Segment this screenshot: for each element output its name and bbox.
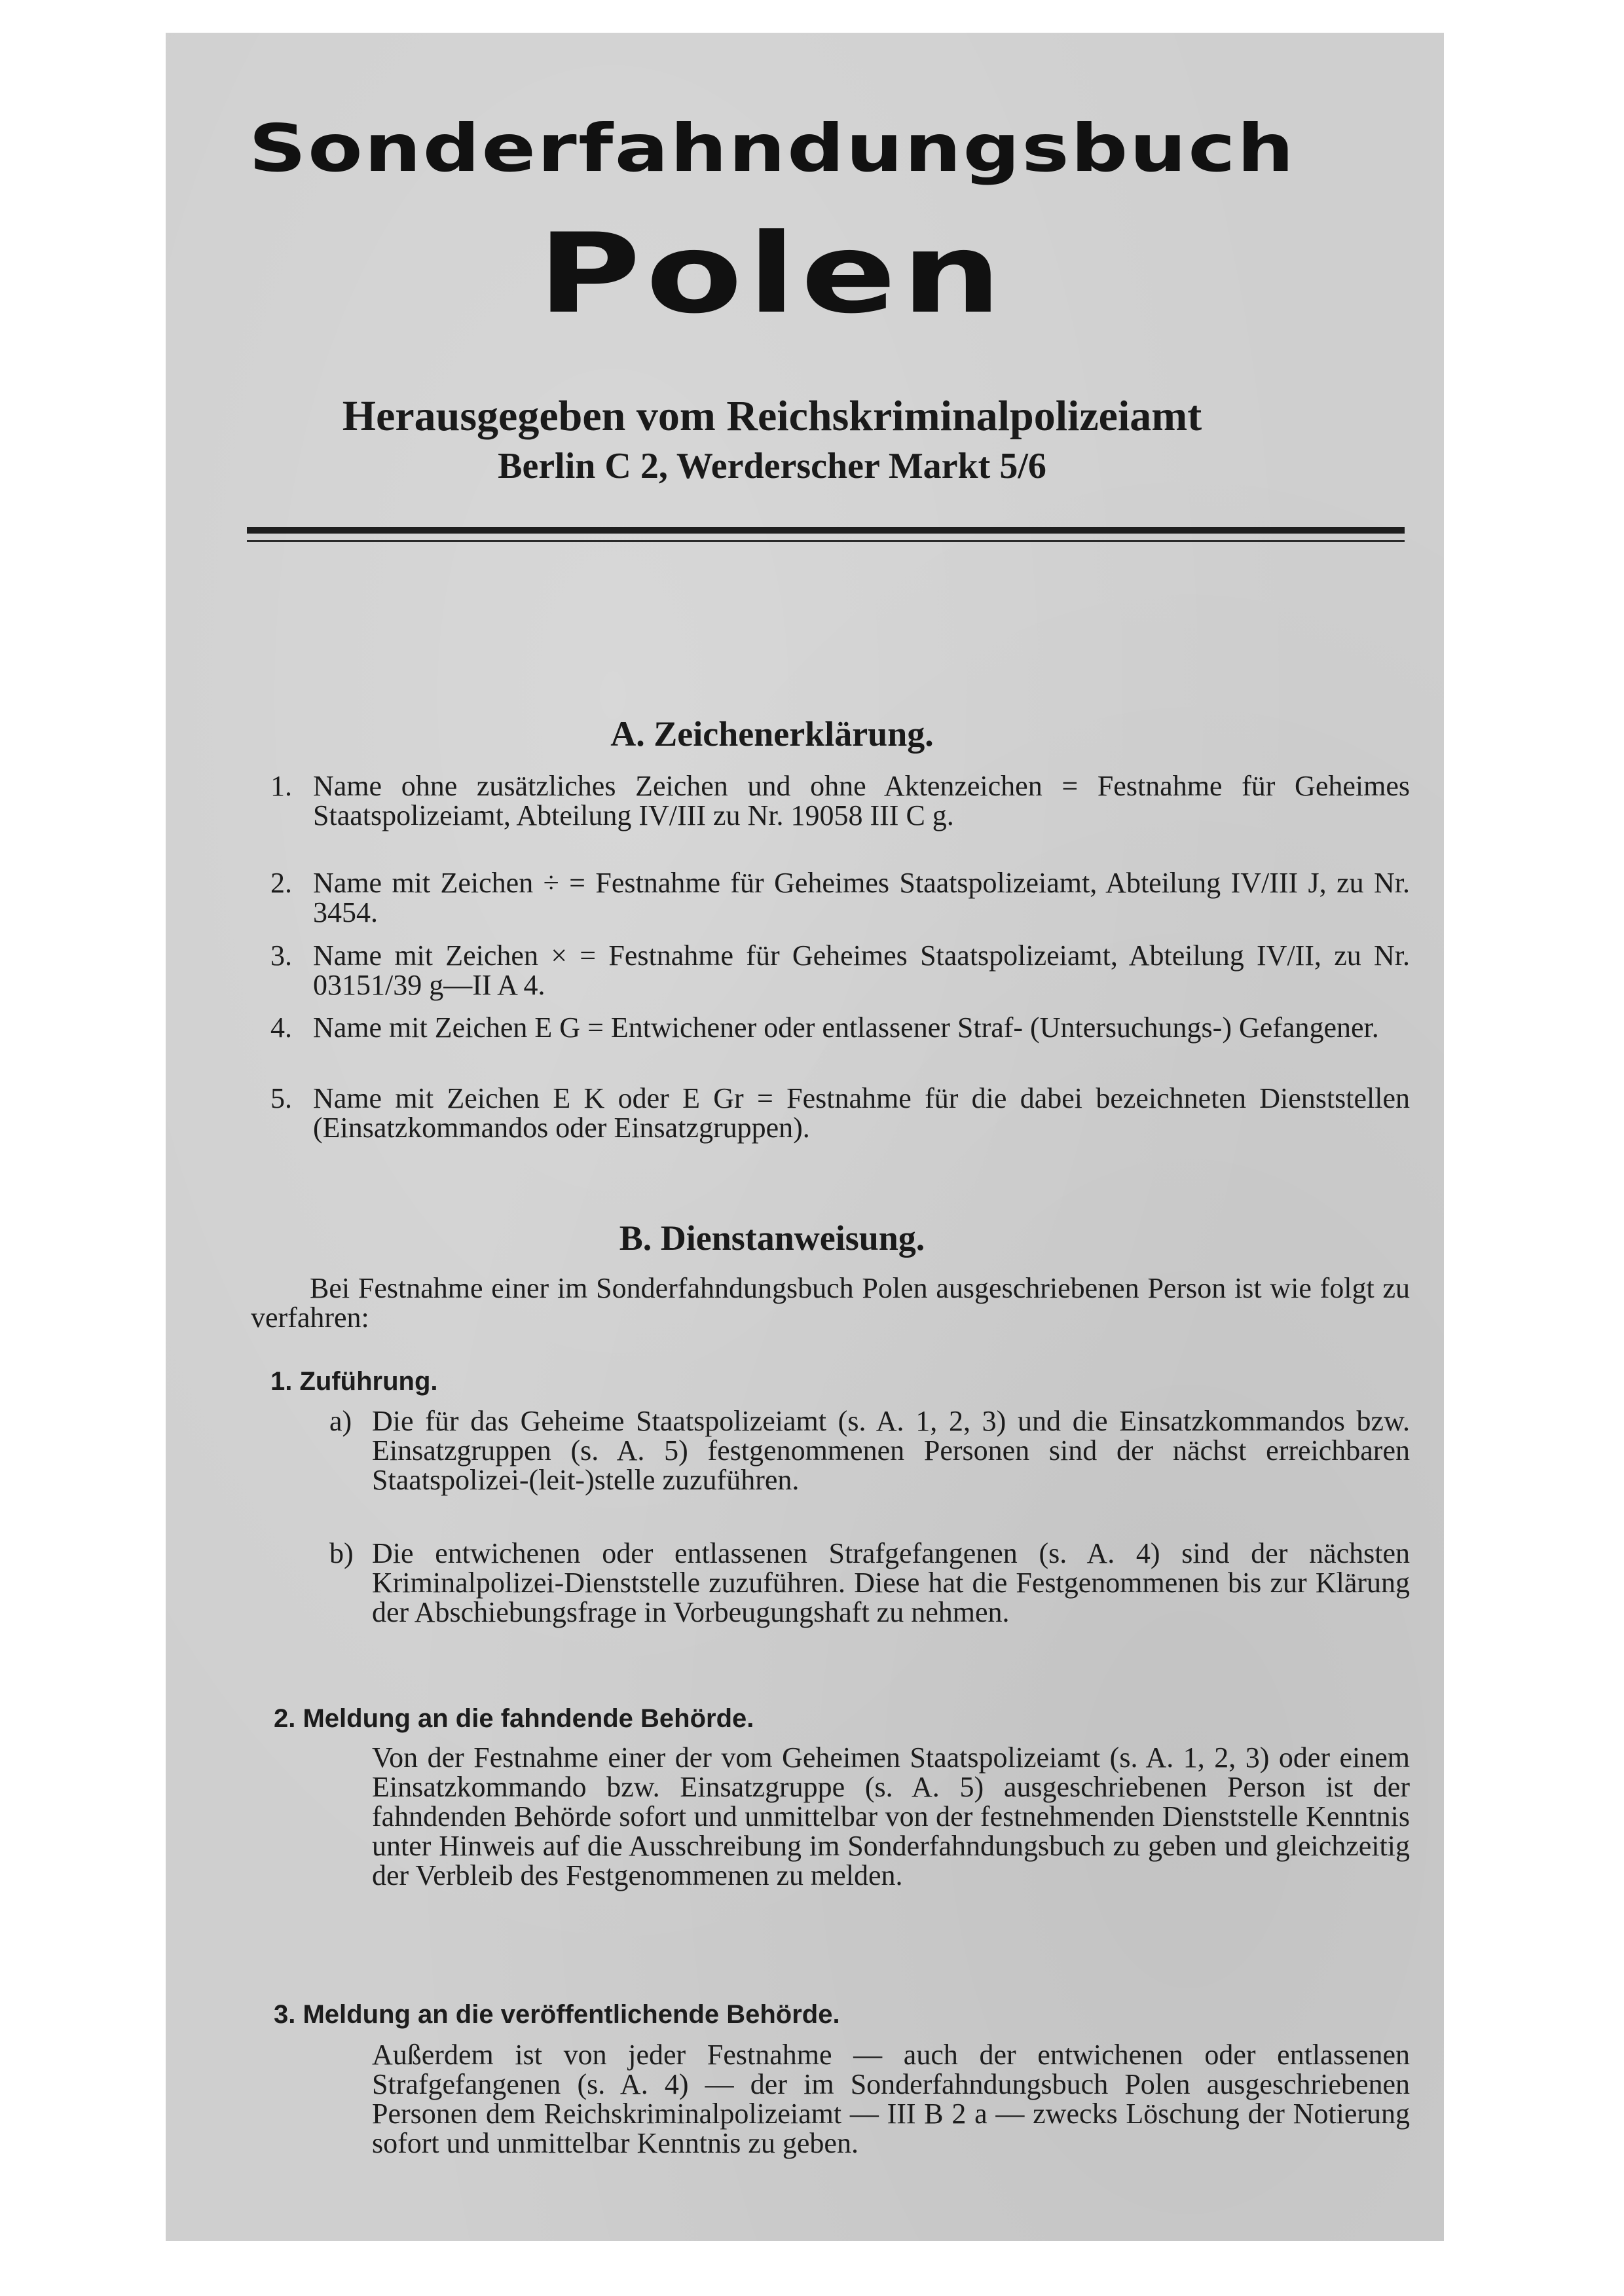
subsection-3-heading: 3. Meldung an die veröffentlichende Behörde. (274, 2000, 840, 2029)
document-subtitle-country: Polen (537, 210, 1007, 338)
subsection-1-heading: 1. Zuführung. (270, 1367, 438, 1396)
subitem-label: a) (329, 1405, 352, 1437)
address-line: Berlin C 2, Werderscher Markt 5/6 (498, 446, 1046, 486)
legend-item-text: Name mit Zeichen × = Festnahme für Geheimes Staatspolizeiamt, Abteilung IV/II, zu Nr. 03151/39 g—II A 4. (313, 939, 1410, 1001)
document-page (166, 33, 1444, 2241)
subsection-2-heading: 2. Meldung an die fahndende Behörde. (274, 1704, 754, 1733)
legend-item-3 (270, 941, 1410, 1000)
legend-item-1 (270, 771, 1410, 830)
legend-item-text: Name mit Zeichen E K oder E Gr = Festnahme für die dabei bezeichneten Dienststellen (Einsatzkommandos oder Einsatzgruppen). (313, 1082, 1410, 1144)
document-title: Sonderfahndungsbuch (248, 110, 1296, 187)
legend-item-text: Name mit Zeichen E G = Entwichener oder entlassener Straf- (Untersuchungs-) Gefangener. (313, 1011, 1379, 1044)
legend-item-4 (270, 1013, 1410, 1042)
subitem-text: Die entwichenen oder entlassenen Strafgefangenen (s. A. 4) sind der nächsten Kriminalpolizei-Dienststelle zuzuführen. Diese hat die Festgenommenen bis zur Klärung der Abschiebungsfrage in Vorbeugungshaft zu nehmen. (372, 1537, 1410, 1628)
section-a-heading: A. Zeichenerklärung. (610, 714, 934, 754)
subsection-3-text: Außerdem ist von jeder Festnahme — auch der entwichenen oder entlassenen Strafgefangenen (s. A. 4) — der im Sonderfahndungsbuch Polen ausgeschriebenen Personen dem Reichskriminalpolizeiamt — III B 2 a — zwecks Löschung der Notierung sofort und unmittelbar Kenntnis zu geben. (372, 2039, 1410, 2159)
subitem-text: Die für das Geheime Staatspolizeiamt (s. A. 1, 2, 3) und die Einsatzkommandos bzw. Einsatzgruppen (s. A. 5) festgenommenen Personen sind der nächst erreichbaren Staatspolizei-(leit-)stelle zuzuführen. (372, 1405, 1410, 1496)
legend-item-text: Name mit Zeichen ÷ = Festnahme für Geheimes Staatspolizeiamt, Abteilung IV/III J, zu Nr. 3454. (313, 867, 1410, 928)
legend-item-text: Name ohne zusätzliches Zeichen und ohne Aktenzeichen = Festnahme für Geheimes Staatspolizeiamt, Abteilung IV/III zu Nr. 19058 III C g. (313, 770, 1410, 831)
header-divider-thin (247, 540, 1405, 542)
subitem-label: b) (329, 1537, 354, 1569)
legend-item-2 (270, 868, 1410, 927)
section-b-intro: Bei Festnahme einer im Sonderfahndungsbuch Polen ausgeschriebenen Person ist wie folgt zu verfahren: (251, 1272, 1410, 1334)
header-divider-thick (247, 527, 1405, 534)
legend-item-number: 2. (270, 867, 292, 899)
legend-item-number: 3. (270, 939, 292, 972)
section-b-heading: B. Dienstanweisung. (619, 1218, 925, 1258)
legend-item-number: 4. (270, 1011, 292, 1044)
subsection-1a (329, 1406, 1410, 1495)
legend-item-number: 5. (270, 1082, 292, 1114)
subsection-2-text: Von der Festnahme einer der vom Geheimen Staatspolizeiamt (s. A. 1, 2, 3) oder einem Einsatzkommando bzw. Einsatzgruppe (s. A. 5) ausgeschriebenen Person ist der fahndenden Behörde sofort und unmittelbar von der festnehmenden Dienststelle Kenntnis unter Hinweis auf die Ausschreibung im Sonderfahndungsbuch zu geben und gleichzeitig der Verbleib des Festgenommenen zu melden. (372, 1741, 1410, 1891)
legend-item-number: 1. (270, 770, 292, 802)
publisher-line: Herausgegeben vom Reichskriminalpolizeiamt (342, 392, 1202, 440)
subsection-1b (329, 1539, 1410, 1627)
legend-item-5 (270, 1084, 1410, 1142)
